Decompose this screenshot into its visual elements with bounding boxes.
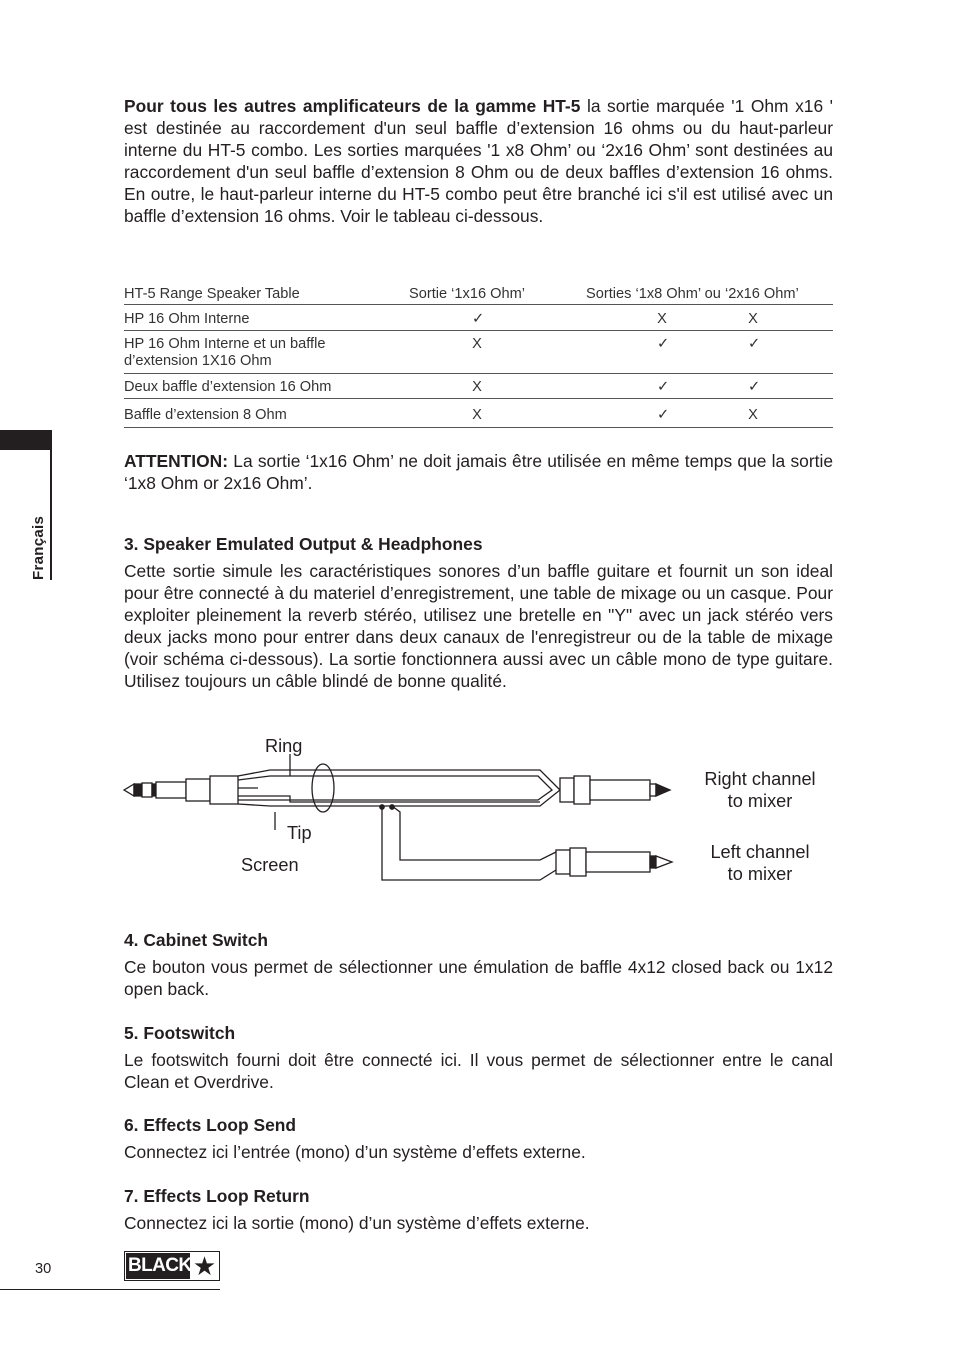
brand-logo: [124, 1251, 220, 1281]
table-row: [124, 374, 833, 399]
section-6-heading: 6. Effects Loop Send: [124, 1115, 296, 1135]
logo-star-icon: ★: [192, 1251, 217, 1281]
attention-text: La sortie ‘1x16 Ohm’ ne doit jamais être utilisée en même temps que la sortie ‘1x8 Ohm or 2x16 Ohm’.: [124, 451, 833, 493]
right-channel-line1: Right channel: [704, 769, 816, 789]
table-cell: ✓: [657, 379, 670, 395]
table-cell: ✓: [657, 336, 670, 352]
intro-lead: Pour tous les autres amplificateurs de la gamme HT-5: [124, 96, 581, 116]
table-row: [124, 399, 833, 428]
section-5-heading: 5. Footswitch: [124, 1023, 236, 1043]
screen-label: Screen: [241, 855, 299, 875]
side-tab-bar: [0, 430, 52, 450]
left-channel-label: [694, 841, 826, 885]
intro-paragraph: [124, 96, 833, 227]
section-4-body: Ce bouton vous permet de sélectionner une émulation de baffle 4x12 closed back ou 1x12 open back.: [124, 957, 833, 999]
logo-text: BLACK: [128, 1255, 192, 1276]
table-header-row: [124, 282, 833, 305]
attention-paragraph: [124, 451, 833, 495]
y-cable-diagram: [120, 730, 840, 890]
left-channel-line1: Left channel: [710, 842, 810, 862]
table-cell: ✓: [748, 379, 761, 395]
section-5-body: Le footswitch fourni doit être connecté ici. Il vous permet de sélectionner entre le canal Clean et Overdrive.: [124, 1050, 833, 1092]
table-cell: ✓: [748, 336, 761, 352]
section-7-heading: 7. Effects Loop Return: [124, 1186, 310, 1206]
page-number: 30: [35, 1261, 52, 1277]
table-cell: X: [472, 336, 482, 352]
table-row-label: Baffle d’extension 8 Ohm: [124, 407, 287, 423]
table-row-label: HP 16 Ohm Interne et un baffle d’extension 1X16 Ohm: [124, 336, 326, 369]
table-row-label: Deux baffle d’extension 16 Ohm: [124, 379, 332, 395]
table-row: [124, 331, 833, 374]
side-tab-rule: [50, 450, 52, 580]
left-channel-line2: to mixer: [727, 864, 793, 884]
ring-label: Ring: [265, 736, 303, 756]
table-cell: X: [748, 311, 758, 327]
side-tab-label: Français: [30, 515, 47, 580]
speaker-table: [124, 282, 833, 428]
table-row-label: HP 16 Ohm Interne: [124, 311, 250, 327]
right-channel-line2: to mixer: [727, 791, 793, 811]
table-cell: X: [472, 407, 482, 423]
right-channel-label: [694, 768, 826, 812]
table-cell: ✓: [657, 407, 670, 423]
section-3-body: Cette sortie simule les caractéristiques sonores d’un baffle guitare et fournit un son ideal pour être connecté à du materiel d’enregistrement, une table de mixage ou un casque. Pour exploiter pleinement la reverb stéréo, utilisez une bretelle en "Y" avec un jack stéréo vers deux jacks mono pour entrer dans deux canaux de l'enregistreur ou de la table de mixage (voir schéma ci-dessous). La sortie fonctionnera aussi avec un câble mono de type guitare. Utilisez toujours un câble blindé de bonne qualité.: [124, 561, 833, 691]
table-cell: ✓: [472, 311, 485, 327]
attention-label: ATTENTION:: [124, 451, 229, 471]
table-header-col2: Sorties ‘1x8 Ohm’ ou ‘2x16 Ohm’: [586, 286, 799, 302]
table-cell: X: [657, 311, 667, 327]
table-header-col1: Sortie ‘1x16 Ohm’: [409, 286, 525, 302]
section-3-heading: 3. Speaker Emulated Output & Headphones: [124, 534, 483, 554]
section-7-body: Connectez ici la sortie (mono) d’un système d’effets externe.: [124, 1213, 590, 1233]
table-cell: X: [472, 379, 482, 395]
table-header-title: HT-5 Range Speaker Table: [124, 286, 300, 302]
footer-rule: [0, 1289, 220, 1290]
tip-label: Tip: [287, 823, 312, 843]
section-6-body: Connectez ici l’entrée (mono) d’un système d’effets externe.: [124, 1142, 586, 1162]
section-4-heading: 4. Cabinet Switch: [124, 930, 268, 950]
intro-text: la sortie marquée '1 Ohm x16 ' est destinée au raccordement d'un seul baffle d’extension 16 ohms ou du haut-parleur interne du HT-5 combo. Les sorties marquées '1 x8 Ohm’ ou ‘2x16 Ohm’ sont destinées au raccordement d'un seul baffle d’extension 8 Ohm ou de deux baffles d’extension 16 ohms. En outre, le haut-parleur interne du HT-5 combo peut être branché ici s'il est utilisé avec un baffle d’extension 16 ohms. Voir le tableau ci-dessous.: [124, 96, 834, 226]
table-cell: X: [748, 407, 758, 423]
table-row: [124, 305, 833, 331]
